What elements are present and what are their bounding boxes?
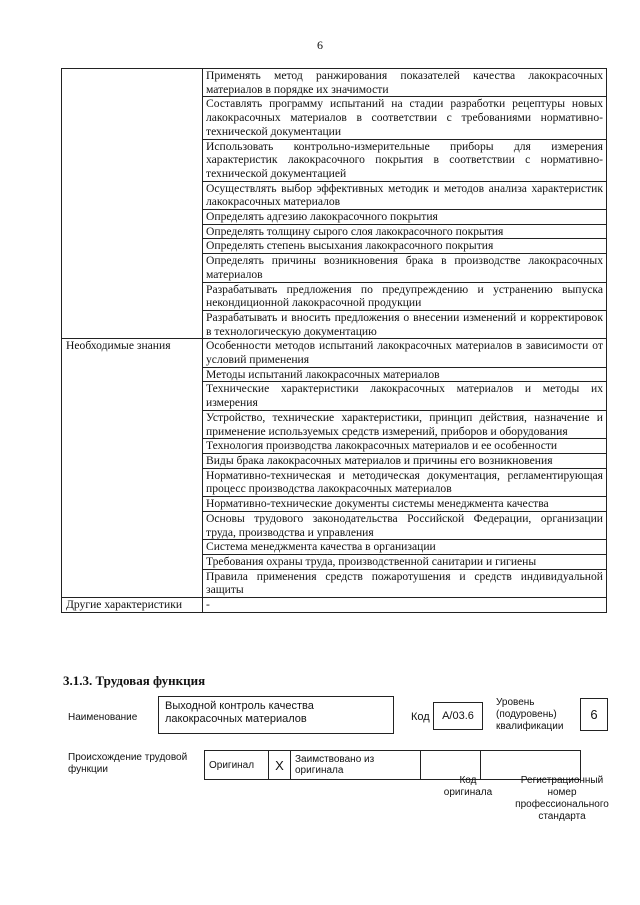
requirement-cell: Нормативно-техническая и методическая документация, регламентирующая процесс производства лакокрасочных материалов bbox=[203, 468, 607, 496]
original-cell: Оригинал bbox=[205, 751, 269, 780]
requirement-cell: Определять толщину сырого слоя лакокрасочного покрытия bbox=[203, 224, 607, 239]
requirement-cell: Определять причины возникновения брака в производстве лакокрасочных материалов bbox=[203, 254, 607, 282]
table-row bbox=[62, 598, 607, 613]
original-mark: X bbox=[269, 751, 291, 780]
requirement-cell: Разрабатывать и вносить предложения о внесении изменений и корректировок в технологическую документацию bbox=[203, 310, 607, 338]
requirement-cell: Технические характеристики лакокрасочных материалов и методы их измерения bbox=[203, 382, 607, 410]
name-label: Наименование bbox=[68, 712, 138, 723]
requirement-cell: Использовать контрольно-измерительные приборы для измерения характеристик лакокрасочного покрытия в соответствии с нормативно-технической документацией bbox=[203, 139, 607, 181]
requirement-cell: - bbox=[203, 598, 607, 613]
requirement-cell: Нормативно-технические документы системы менеджмента качества bbox=[203, 497, 607, 512]
code-label: Код bbox=[411, 711, 430, 723]
table-row bbox=[62, 69, 607, 97]
requirement-cell: Разрабатывать предложения по предупреждению и устранению выпуска некондиционной лакокрасочной продукции bbox=[203, 282, 607, 310]
requirement-cell: Технология производства лакокрасочных материалов и ее особенности bbox=[203, 439, 607, 454]
requirement-cell: Устройство, технические характеристики, принцип действия, назначение и применение используемых средств измерений, приборов и оборудования bbox=[203, 410, 607, 438]
borrowed-cell: Заимствовано из оригинала bbox=[291, 751, 421, 780]
page-number: 6 bbox=[317, 38, 323, 52]
row-label bbox=[62, 69, 203, 339]
caption-original-code: Код оригинала bbox=[443, 775, 493, 798]
requirement-cell: Определять степень высыхания лакокрасочного покрытия bbox=[203, 239, 607, 254]
requirement-cell: Виды брака лакокрасочных материалов и причины его возникновения bbox=[203, 453, 607, 468]
requirement-cell: Правила применения средств пожаротушения и средств индивидуальной защиты bbox=[203, 569, 607, 597]
requirement-cell: Определять адгезию лакокрасочного покрытия bbox=[203, 210, 607, 225]
row-label: Другие характеристики bbox=[62, 598, 203, 613]
requirement-cell: Осуществлять выбор эффективных методик и методов анализа характеристик лакокрасочных материалов bbox=[203, 181, 607, 209]
requirement-cell: Особенности методов испытаний лакокрасочных материалов в зависимости от условий применения bbox=[203, 339, 607, 367]
requirement-cell: Методы испытаний лакокрасочных материалов bbox=[203, 367, 607, 382]
requirement-cell: Основы трудового законодательства Российской Федерации, организации труда, производства и управления bbox=[203, 511, 607, 539]
requirements-table bbox=[61, 68, 607, 613]
level-box: 6 bbox=[580, 698, 608, 731]
row-label: Необходимые знания bbox=[62, 339, 203, 598]
section-title: 3.1.3. Трудовая функция bbox=[63, 673, 206, 688]
table-row bbox=[62, 339, 607, 367]
code-box: A/03.6 bbox=[433, 702, 483, 730]
origin-label: Происхождение трудовой функции bbox=[68, 752, 188, 775]
caption-registration-number: Регистрационный номер профессионального стандарта bbox=[515, 775, 609, 822]
level-label: Уровень (подуровень) квалификации bbox=[496, 697, 564, 732]
requirement-cell: Составлять программу испытаний на стадии разработки рецептуры новых лакокрасочных материалов в соответствии с требованиями нормативно-технической документации bbox=[203, 97, 607, 139]
requirement-cell: Применять метод ранжирования показателей качества лакокрасочных материалов в порядке их значимости bbox=[203, 69, 607, 97]
function-name-box: Выходной контроль качества лакокрасочных материалов bbox=[158, 696, 394, 734]
requirement-cell: Система менеджмента качества в организации bbox=[203, 540, 607, 555]
requirement-cell: Требования охраны труда, производственной санитарии и гигиены bbox=[203, 554, 607, 569]
